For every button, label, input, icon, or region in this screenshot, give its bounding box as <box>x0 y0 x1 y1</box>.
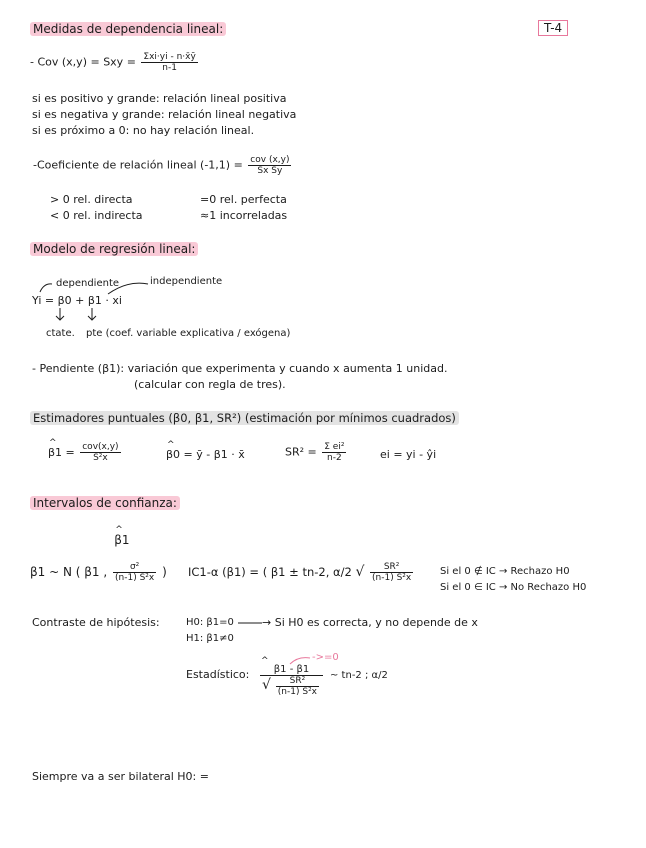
dist-denominator: (n-1) S²x <box>115 573 155 583</box>
label-dependiente: dependiente <box>56 278 120 289</box>
statistic-distribution: ~ tn-2 ; α/2 <box>330 670 388 681</box>
sqrt-symbol-2: √ <box>262 677 271 693</box>
statistic-inner-fraction <box>276 676 319 697</box>
pink-annotation: ->=0 <box>312 652 339 663</box>
rule-reject: Si el 0 ∉ IC → Rechazo H0 <box>440 566 570 577</box>
sr-denominator: n-2 <box>327 453 342 463</box>
beta1-label: ^ β1 <box>114 533 129 547</box>
estadistico-label: Estadístico: <box>186 668 250 681</box>
bilateral-note: Siempre va a ser bilateral H0: = <box>32 770 209 783</box>
beta1-distribution <box>30 562 167 583</box>
statistic-numerator: ^ β1 - β1 <box>260 664 323 676</box>
pendiente-note: (calcular con regla de tres). <box>134 378 286 391</box>
regression-equation: Yi = β0 + β1 · xi <box>32 294 122 307</box>
statistic-denominator <box>260 676 323 697</box>
cov-denominator: n-1 <box>162 63 177 73</box>
cov-numerator: Σxi·yi - n·x̄ȳ <box>143 52 196 62</box>
coef-numerator: cov (x,y) <box>250 155 290 165</box>
arrow-pte <box>88 308 96 320</box>
section-title-estimadores: Estimadores puntuales (β0, β1, SR²) (estimación por mínimos cuadrados) <box>30 411 459 425</box>
arrow-ctate <box>56 308 64 320</box>
rel-perfecta: =0 rel. perfecta <box>200 193 287 206</box>
sr-lhs: SR² = <box>285 445 317 459</box>
statistic-inner-denominator: (n-1) S²x <box>277 687 318 697</box>
section-title-regresion: Modelo de regresión lineal: <box>30 242 198 256</box>
rel-incorreladas: ≈1 incorreladas <box>200 209 288 222</box>
b1-denominator: S²x <box>93 453 108 463</box>
hypothesis-h0: H0: β1=0 <box>186 617 234 628</box>
ic-denominator: (n-1) S²x <box>372 573 412 583</box>
label-ctate: ctate. <box>46 328 75 339</box>
sr-numerator: Σ ei² <box>324 442 345 452</box>
b1-numerator: cov(x,y) <box>82 442 119 452</box>
label-pte: pte (coef. variable explicativa / exógena) <box>86 328 291 339</box>
residual-def: ei = yi - ŷi <box>380 448 437 461</box>
section-title-dependencia: Medidas de dependencia lineal: <box>30 22 226 36</box>
sqrt-symbol: √ <box>355 564 365 580</box>
sr-fraction <box>322 442 346 463</box>
coef-denominator: Sx Sy <box>257 166 283 176</box>
hypothesis-h1: H1: β1≠0 <box>186 633 234 644</box>
note-positive: si es positivo y grande: relación lineal positiva <box>32 92 287 105</box>
rule-no-reject: Si el 0 ∈ IC → No Rechazo H0 <box>440 582 587 593</box>
coef-lhs: -Coeficiente de relación lineal (-1,1) = <box>33 158 243 172</box>
contraste-label: Contraste de hipótesis: <box>32 616 160 629</box>
dist-close: ) <box>162 565 167 579</box>
arrow-dependiente <box>40 284 52 292</box>
statistic-formula <box>258 664 325 697</box>
estimator-b1 <box>48 442 123 463</box>
confidence-interval <box>188 562 415 583</box>
statistic-inner-numerator: SR² <box>276 676 319 687</box>
dist-fraction <box>113 562 156 583</box>
h0-note: → Si H0 es correcta, y no depende de x <box>262 616 478 629</box>
b1-fraction <box>80 442 120 463</box>
dist-numerator: σ² <box>113 562 156 573</box>
note-negative: si es negativa y grande: relación lineal negativa <box>32 108 297 121</box>
estimator-sr <box>285 442 348 463</box>
ic-lhs: IC1-α (β1) = ( β1 ± tn-2, α/2 <box>188 565 352 579</box>
note-zero: si es próximo a 0: no hay relación lineal. <box>32 124 255 137</box>
topic-tag: T-4 <box>538 20 568 36</box>
section-title-intervalos: Intervalos de confianza: <box>30 496 180 510</box>
statistic-fraction <box>260 664 323 697</box>
estimator-b0: ^ β0 = ȳ - β1 · x̄ <box>166 448 245 461</box>
label-independiente: independiente <box>150 276 223 287</box>
ic-numerator: SR² <box>370 562 413 573</box>
rel-indirecta: < 0 rel. indirecta <box>50 209 143 222</box>
cov-lhs: - Cov (x,y) = Sxy = <box>30 55 136 69</box>
rel-directa: > 0 rel. directa <box>50 193 133 206</box>
ic-fraction <box>370 562 413 583</box>
b1-lhs: ^ β1 = <box>48 446 75 459</box>
pendiente-line: - Pendiente (β1): variación que experimenta y cuando x aumenta 1 unidad. <box>32 362 448 375</box>
dist-lhs: β1 ~ N ( β1 , <box>30 565 108 579</box>
